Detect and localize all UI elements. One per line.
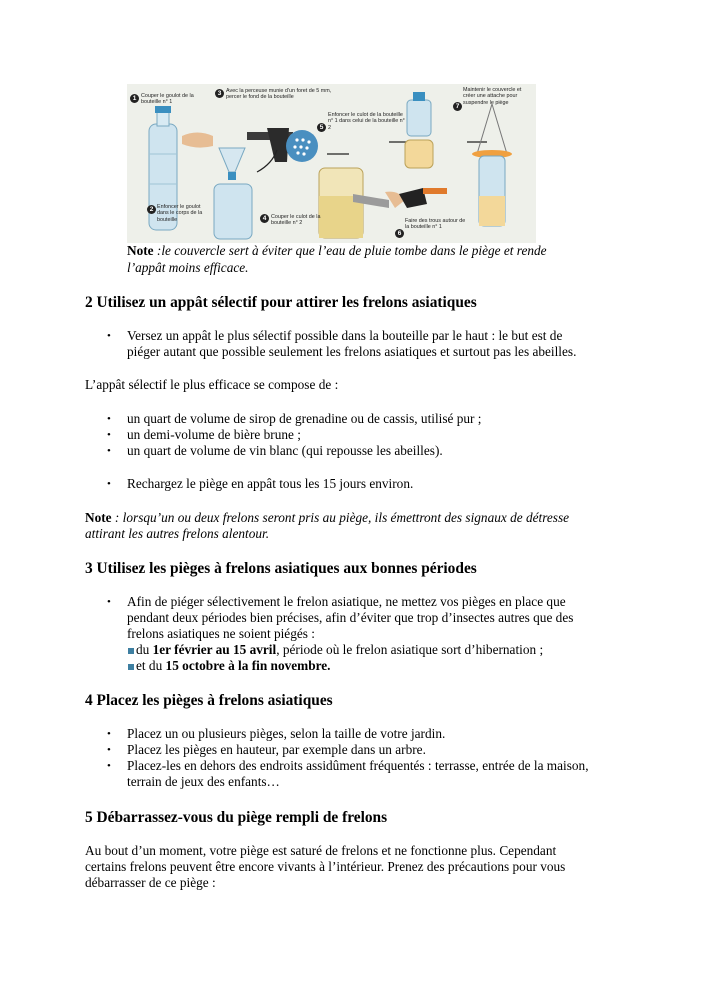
section-4-heading: 4 Placez les pièges à frelons asiatiques [85,692,333,709]
step-4-caption: Couper le culot de la bouteille n° 2 [271,214,321,227]
step-1-number: 1 [130,94,139,103]
section-5-line2: certains frelons peuvent être encore vivants à l’intérieur. Prenez des précautions pour vous [85,859,566,874]
list-item: un quart de volume de vin blanc (qui repousse les abeilles). [127,443,443,458]
list-item: un quart de volume de sirop de grenadine ou de cassis, utilisé pur ; [127,411,482,426]
section-5-heading: 5 Débarrassez-vous du piège rempli de frelons [85,809,388,826]
square-bullet-icon [128,648,134,654]
period-2 [136,658,331,675]
section-2-bullet-line2: piéger autant que possible seulement les frelons asiatiques et surtout pas les abeilles. [127,344,577,359]
note-illustration [127,243,547,260]
section-3-line1: Afin de piéger sélectivement le frelon asiatique, ne mettez vos pièges en place que [127,594,566,609]
bullet-icon: • [107,728,111,740]
trap-construction-illustration [127,84,536,243]
note-label: Note [127,243,154,258]
note-text-line2: l’appât moins efficace. [127,260,249,275]
list-item: Placez-les en dehors des endroits assidûment fréquentés : terrasse, entrée de la maison, [127,758,589,773]
bullet-icon: • [107,478,111,490]
note-text-line2: attirant les autres frelons alentour. [85,526,270,541]
section-5-line1: Au bout d’un moment, votre piège est saturé de frelons et ne fonctionne plus. Cependant [85,843,557,858]
list-item: Placez un ou plusieurs pièges, selon la taille de votre jardin. [127,726,446,741]
section-2-recharge: Rechargez le piège en appât tous les 15 jours environ. [127,476,414,491]
step-7-number: 7 [453,102,462,111]
period-1-dates: 1er février au 15 avril [152,642,277,657]
bullet-icon: • [107,760,111,772]
bullet-icon: • [107,330,111,342]
step-3-caption: Avec la perceuse munie d'un foret de 5 mm, percer le fond de la bouteille [226,88,332,101]
note-text: :le couvercle sert à éviter que l’eau de pluie tombe dans le piège et rende [153,243,547,258]
section-3-heading: 3 Utilisez les pièges à frelons asiatiques aux bonnes périodes [85,560,477,577]
period-1 [136,642,543,659]
bullet-icon: • [107,445,111,457]
list-item: un demi-volume de bière brune ; [127,427,301,442]
bullet-icon: • [107,744,111,756]
list-item-continued: terrain de jeux des enfants… [127,774,280,789]
step-2-number: 2 [147,205,156,214]
bullet-icon: • [107,596,111,608]
period-2-dates: 15 octobre à la fin novembre. [165,658,331,673]
step-3-number: 3 [215,89,224,98]
step-1-caption: Couper le goulot de la bouteille n° 1 [141,93,194,106]
step-5-caption: Enfoncer le culot de la bouteille n° 1 dans celui de la bouteille n° 2 [328,112,405,131]
step-7-caption: Maintenir le couvercle et créer une attache pour suspendre le piège [463,87,522,106]
period-1-suffix: , période où le frelon asiatique sort d’hibernation ; [276,642,544,657]
step-2-caption: Enfoncer le goulot dans le corps de la bouteille [157,204,203,223]
bullet-icon: • [107,413,111,425]
note-label: Note [85,510,112,525]
step-4-number: 4 [260,214,269,223]
section-2-bullet-line1: Versez un appât le plus sélectif possible dans la bouteille par le haut : le but est de [127,328,563,343]
section-3-line2: pendant deux périodes bien précises, afin d’éviter que trop d’insectes autres que des [127,610,574,625]
period-2-prefix: et du [136,658,166,673]
section-5-line3: débarrasser de ce piège : [85,875,216,890]
section-3-line3: frelons asiatiques ne soient piégés : [127,626,315,641]
section-2-intro: L’appât sélectif le plus efficace se compose de : [85,377,339,392]
step-6-number: 6 [395,229,404,238]
step-5-number: 5 [317,123,326,132]
note-text: : lorsqu’un ou deux frelons seront pris au piège, ils émettront des signaux de détresse [111,510,570,525]
period-1-prefix: du [136,642,153,657]
square-bullet-icon [128,664,134,670]
note-section-2 [85,510,569,527]
list-item: Placez les pièges en hauteur, par exemple dans un arbre. [127,742,426,757]
step-6-caption: Faire des trous autour de la bouteille n° 1 [405,218,466,231]
bullet-icon: • [107,429,111,441]
section-2-heading: 2 Utilisez un appât sélectif pour attirer les frelons asiatiques [85,294,477,311]
